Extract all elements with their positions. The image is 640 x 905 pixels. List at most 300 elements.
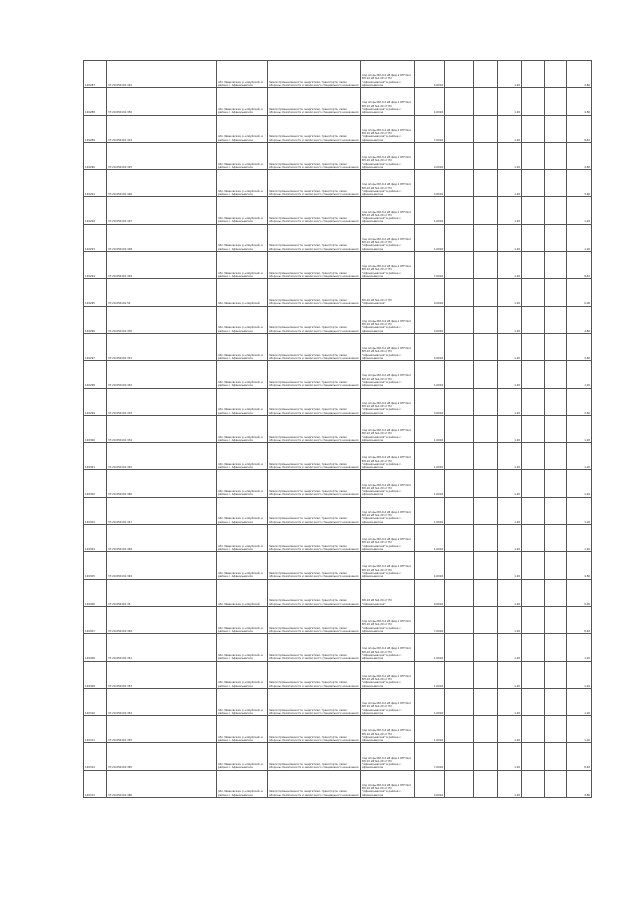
value: 8,40 bbox=[567, 252, 592, 279]
empty-cell bbox=[522, 688, 545, 715]
table-row bbox=[84, 170, 592, 197]
address: обл. Ивановская, р-н Шуйский, в районе с. Афанасьевское bbox=[217, 470, 268, 497]
table-row bbox=[84, 361, 592, 388]
value: 1,20 bbox=[567, 361, 592, 388]
row-id: 149293 bbox=[84, 224, 107, 251]
permitted-use: под опоры ВЛ-0,4 кВ фид.1 КТП №4 ВЛ-10 кВ №1-20 от ПС "Афанасьевская" в районе с. Афанасьевское bbox=[361, 443, 415, 470]
row-id: 149294 bbox=[84, 252, 107, 279]
value: 4,80 bbox=[567, 552, 592, 579]
address: обл. Ивановская, р-н Шуйский, в районе с. Афанасьевское bbox=[217, 634, 268, 661]
address: обл. Ивановская, р-н Шуйский, в районе с. Афанасьевское bbox=[217, 443, 268, 470]
empty-cell bbox=[522, 142, 545, 169]
cadastral-number: 37:20:050101:324 bbox=[107, 115, 217, 142]
empty-cell bbox=[545, 497, 567, 524]
empty-cell bbox=[474, 470, 498, 497]
permitted-use: ВЛ-10 кВ №1-20 от ПС "Афанасьевская" bbox=[361, 579, 415, 606]
empty-cell bbox=[545, 415, 567, 442]
row-id: 149298 bbox=[84, 361, 107, 388]
row-id: 149296 bbox=[84, 306, 107, 333]
empty-cell bbox=[474, 634, 498, 661]
address: обл. Ивановская, р-н Шуйский, в районе с. Афанасьевское bbox=[217, 333, 268, 360]
empty-cell bbox=[445, 688, 474, 715]
address: обл. Ивановская, р-н Шуйский, в районе с. Афанасьевское bbox=[217, 88, 268, 115]
address: обл. Ивановская, р-н Шуйский, в районе с. Афанасьевское bbox=[217, 115, 268, 142]
table-row bbox=[84, 579, 592, 606]
empty-cell bbox=[474, 361, 498, 388]
cadastral-number: 37:20:050101:325 bbox=[107, 142, 217, 169]
area: 3,0004 bbox=[415, 333, 445, 360]
row-id: 149292 bbox=[84, 197, 107, 224]
permitted-use: ВЛ-10 кВ №1-20 от ПС "Афанасьевская" bbox=[361, 279, 415, 306]
rate: 1,20 bbox=[498, 115, 522, 142]
empty-cell bbox=[474, 388, 498, 415]
empty-cell bbox=[522, 88, 545, 115]
empty-cell bbox=[545, 361, 567, 388]
table-row bbox=[84, 415, 592, 442]
address: обл. Ивановская, р-н Шуйский, в районе с. Афанасьевское bbox=[217, 525, 268, 552]
permitted-use: под опоры ВЛ-0,4 кВ фид.1 КТП №4 ВЛ-10 кВ №1-20 от ПС "Афанасьевская" в районе с. Афанасьевское bbox=[361, 716, 415, 743]
land-category: Земли промышленности, энергетики, транспорта, связи обороны, безопасности и земли иного специального назначения bbox=[268, 470, 361, 497]
table-row bbox=[84, 525, 592, 552]
land-category: Земли промышленности, энергетики, транспорта, связи обороны, безопасности и земли иного специального назначения bbox=[268, 142, 361, 169]
permitted-use: под опоры ВЛ-0,4 кВ фид.1 КТП №4 ВЛ-10 кВ №1-20 от ПС "Афанасьевская" в районе с. Афанасьевское bbox=[361, 61, 415, 88]
rate: 1,20 bbox=[498, 224, 522, 251]
rate: 1,20 bbox=[498, 142, 522, 169]
area: 4,0004 bbox=[415, 770, 445, 797]
empty-cell bbox=[545, 525, 567, 552]
row-id: 149306 bbox=[84, 579, 107, 606]
empty-cell bbox=[545, 142, 567, 169]
empty-cell bbox=[545, 170, 567, 197]
value: 1,20 bbox=[567, 224, 592, 251]
value: 8,40 bbox=[567, 743, 592, 770]
permitted-use: под опоры ВЛ-0,4 кВ фид.1 КТП №4 ВЛ-10 кВ №1-20 от ПС "Афанасьевская" в районе с. Афанасьевское bbox=[361, 606, 415, 633]
table-row bbox=[84, 552, 592, 579]
address: обл. Ивановская, р-н Шуйский, в районе с. Афанасьевское bbox=[217, 170, 268, 197]
area: 7,0004 bbox=[415, 606, 445, 633]
address: обл. Ивановская, р-н Шуйский bbox=[217, 279, 268, 306]
land-category: Земли промышленности, энергетики, транспорта, связи обороны, безопасности и земли иного специального назначения bbox=[268, 224, 361, 251]
empty-cell bbox=[522, 279, 545, 306]
value: 3,60 bbox=[567, 388, 592, 415]
permitted-use: под опоры ВЛ-0,4 кВ фид.1 КТП №4 ВЛ-10 кВ №1-20 от ПС "Афанасьевская" в районе с. Афанасьевское bbox=[361, 115, 415, 142]
cadastral-number: 37:20:050101:35 bbox=[107, 579, 217, 606]
table-row bbox=[84, 252, 592, 279]
rate: 1,20 bbox=[498, 497, 522, 524]
area: 4,0004 bbox=[415, 552, 445, 579]
permitted-use: под опоры ВЛ-0,4 кВ фид.1 КТП №4 ВЛ-10 кВ №1-20 от ПС "Афанасьевская" в районе с. Афанасьевское bbox=[361, 170, 415, 197]
table-row bbox=[84, 470, 592, 497]
empty-cell bbox=[522, 61, 545, 88]
row-id: 149297 bbox=[84, 333, 107, 360]
address: обл. Ивановская, р-н Шуйский, в районе с. Афанасьевское bbox=[217, 606, 268, 633]
permitted-use: под опоры ВЛ-0,4 кВ фид.1 КТП №4 ВЛ-10 кВ №1-20 от ПС "Афанасьевская" в районе с. Афанасьевское bbox=[361, 470, 415, 497]
empty-cell bbox=[522, 388, 545, 415]
empty-cell bbox=[522, 525, 545, 552]
permitted-use: под опоры ВЛ-0,4 кВ фид.1 КТП №4 ВЛ-10 кВ №1-20 от ПС "Афанасьевская" в районе с. Афанасьевское bbox=[361, 224, 415, 251]
empty-cell bbox=[522, 743, 545, 770]
rate: 1,20 bbox=[498, 470, 522, 497]
rate: 1,20 bbox=[498, 716, 522, 743]
empty-cell bbox=[474, 552, 498, 579]
land-category: Земли промышленности, энергетики, транспорта, связи обороны, безопасности и земли иного специального назначения bbox=[268, 634, 361, 661]
row-id: 149295 bbox=[84, 279, 107, 306]
permitted-use: под опоры ВЛ-0,4 кВ фид.1 КТП №4 ВЛ-10 кВ №1-20 от ПС "Афанасьевская" в районе с. Афанасьевское bbox=[361, 688, 415, 715]
empty-cell bbox=[474, 497, 498, 524]
address: обл. Ивановская, р-н Шуйский, в районе с. Афанасьевское bbox=[217, 142, 268, 169]
row-id: 149290 bbox=[84, 142, 107, 169]
land-category: Земли промышленности, энергетики, транспорта, связи обороны, безопасности и земли иного специального назначения bbox=[268, 497, 361, 524]
area: 1,0004 bbox=[415, 688, 445, 715]
value: 1,20 bbox=[567, 497, 592, 524]
cadastral-number: 37:20:050101:345 bbox=[107, 443, 217, 470]
empty-cell bbox=[445, 88, 474, 115]
row-id: 149309 bbox=[84, 661, 107, 688]
row-id: 149303 bbox=[84, 497, 107, 524]
empty-cell bbox=[522, 770, 545, 797]
row-id: 149300 bbox=[84, 415, 107, 442]
table-row bbox=[84, 61, 592, 88]
area: 1,0004 bbox=[415, 415, 445, 442]
area: 7,0004 bbox=[415, 743, 445, 770]
table-row bbox=[84, 606, 592, 633]
area: 4,0004 bbox=[415, 306, 445, 333]
empty-cell bbox=[474, 525, 498, 552]
area: 3,0004 bbox=[415, 388, 445, 415]
land-category: Земли промышленности, энергетики, транспорта, связи обороны, безопасности и земли иного специального назначения bbox=[268, 170, 361, 197]
permitted-use: под опоры ВЛ-0,4 кВ фид.1 КТП №4 ВЛ-10 кВ №1-20 от ПС "Афанасьевская" в районе с. Афанасьевское bbox=[361, 197, 415, 224]
empty-cell bbox=[474, 224, 498, 251]
value: 1,20 bbox=[567, 688, 592, 715]
empty-cell bbox=[474, 716, 498, 743]
address: обл. Ивановская, р-н Шуйский bbox=[217, 579, 268, 606]
land-category: Земли промышленности, энергетики, транспорта, связи обороны, безопасности и земли иного специального назначения bbox=[268, 252, 361, 279]
empty-cell bbox=[545, 579, 567, 606]
value: 1,20 bbox=[567, 661, 592, 688]
empty-cell bbox=[545, 770, 567, 797]
area: 1,0004 bbox=[415, 525, 445, 552]
table-row bbox=[84, 388, 592, 415]
rate: 1,20 bbox=[498, 770, 522, 797]
empty-cell bbox=[545, 197, 567, 224]
table-row bbox=[84, 716, 592, 743]
empty-cell bbox=[445, 252, 474, 279]
rate: 1,20 bbox=[498, 688, 522, 715]
cadastral-number: 37:20:050101:327 bbox=[107, 197, 217, 224]
address: обл. Ивановская, р-н Шуйский, в районе с. Афанасьевское bbox=[217, 361, 268, 388]
land-category: Земли промышленности, энергетики, транспорта, связи обороны, безопасности и земли иного специального назначения bbox=[268, 115, 361, 142]
cadastral-number: 37:20:050101:353 bbox=[107, 661, 217, 688]
area: 1,0004 bbox=[415, 224, 445, 251]
permitted-use: под опоры ВЛ-0,4 кВ фид.1 КТП №4 ВЛ-10 кВ №1-20 от ПС "Афанасьевская" в районе с. Афанасьевское bbox=[361, 525, 415, 552]
land-category: Земли промышленности, энергетики, транспорта, связи обороны, безопасности и земли иного специального назначения bbox=[268, 279, 361, 306]
empty-cell bbox=[474, 197, 498, 224]
rate: 1,20 bbox=[498, 361, 522, 388]
cadastral-number: 37:20:050101:351 bbox=[107, 634, 217, 661]
table-row bbox=[84, 688, 592, 715]
land-category: Земли промышленности, энергетики, транспорта, связи обороны, безопасности и земли иного специального назначения bbox=[268, 415, 361, 442]
empty-cell bbox=[522, 497, 545, 524]
rate: 1,20 bbox=[498, 552, 522, 579]
empty-cell bbox=[445, 770, 474, 797]
empty-cell bbox=[474, 142, 498, 169]
row-id: 149289 bbox=[84, 115, 107, 142]
area: 7,0004 bbox=[415, 252, 445, 279]
address: обл. Ивановская, р-н Шуйский, в районе с. Афанасьевское bbox=[217, 197, 268, 224]
row-id: 149305 bbox=[84, 552, 107, 579]
address: обл. Ивановская, р-н Шуйский, в районе с. Афанасьевское bbox=[217, 716, 268, 743]
value: 4,80 bbox=[567, 142, 592, 169]
empty-cell bbox=[445, 333, 474, 360]
area: 1,0004 bbox=[415, 443, 445, 470]
value: 0,00 bbox=[567, 579, 592, 606]
address: обл. Ивановская, р-н Шуйский, в районе с. Афанасьевское bbox=[217, 415, 268, 442]
empty-cell bbox=[445, 306, 474, 333]
rate: 1,20 bbox=[498, 197, 522, 224]
value: 1,20 bbox=[567, 470, 592, 497]
row-id: 149301 bbox=[84, 443, 107, 470]
cadastral-number: 37:20:050101:54 bbox=[107, 279, 217, 306]
address: обл. Ивановская, р-н Шуйский, в районе с. Афанасьевское bbox=[217, 743, 268, 770]
table-row bbox=[84, 333, 592, 360]
permitted-use: под опоры ВЛ-0,4 кВ фид.1 КТП №4 ВЛ-10 кВ №1-20 от ПС "Афанасьевская" в районе с. Афанасьевское bbox=[361, 333, 415, 360]
permitted-use: под опоры ВЛ-0,4 кВ фид.1 КТП №4 ВЛ-10 кВ №1-20 от ПС "Афанасьевская" в районе с. Афанасьевское bbox=[361, 142, 415, 169]
land-plots-table bbox=[83, 60, 592, 798]
empty-cell bbox=[474, 61, 498, 88]
empty-cell bbox=[545, 716, 567, 743]
rate: 1,20 bbox=[498, 415, 522, 442]
table-row bbox=[84, 743, 592, 770]
empty-cell bbox=[445, 634, 474, 661]
rate: 1,20 bbox=[498, 661, 522, 688]
empty-cell bbox=[474, 306, 498, 333]
empty-cell bbox=[545, 61, 567, 88]
rate: 1,20 bbox=[498, 606, 522, 633]
empty-cell bbox=[474, 279, 498, 306]
value: 1,20 bbox=[567, 634, 592, 661]
value: 3,60 bbox=[567, 170, 592, 197]
empty-cell bbox=[474, 252, 498, 279]
permitted-use: под опоры ВЛ-0,4 кВ фид.1 КТП №4 ВЛ-10 кВ №1-20 от ПС "Афанасьевская" в районе с. Афанасьевское bbox=[361, 743, 415, 770]
empty-cell bbox=[522, 252, 545, 279]
rate: 1,20 bbox=[498, 333, 522, 360]
area: 1,0004 bbox=[415, 361, 445, 388]
table-row bbox=[84, 115, 592, 142]
empty-cell bbox=[545, 333, 567, 360]
cadastral-number: 37:20:050101:329 bbox=[107, 252, 217, 279]
cadastral-number: 37:20:050101:328 bbox=[107, 224, 217, 251]
cadastral-number: 37:20:050101:366 bbox=[107, 770, 217, 797]
cadastral-number: 37:20:050101:346 bbox=[107, 470, 217, 497]
cadastral-number: 37:20:050101:354 bbox=[107, 688, 217, 715]
empty-cell bbox=[522, 579, 545, 606]
empty-cell bbox=[445, 279, 474, 306]
cadastral-number: 37:20:050101:330 bbox=[107, 306, 217, 333]
empty-cell bbox=[522, 716, 545, 743]
area: 7,0004 bbox=[415, 115, 445, 142]
empty-cell bbox=[545, 552, 567, 579]
permitted-use: под опоры ВЛ-0,4 кВ фид.1 КТП №4 ВЛ-10 кВ №1-20 от ПС "Афанасьевская" в районе с. Афанасьевское bbox=[361, 88, 415, 115]
value: 1,20 bbox=[567, 197, 592, 224]
empty-cell bbox=[522, 170, 545, 197]
rate: 1,20 bbox=[498, 279, 522, 306]
row-id: 149302 bbox=[84, 470, 107, 497]
land-category: Земли промышленности, энергетики, транспорта, связи обороны, безопасности и земли иного специального назначения bbox=[268, 443, 361, 470]
row-id: 149307 bbox=[84, 606, 107, 633]
empty-cell bbox=[474, 688, 498, 715]
land-category: Земли промышленности, энергетики, транспорта, связи обороны, безопасности и земли иного специального назначения bbox=[268, 306, 361, 333]
value: 0,00 bbox=[567, 279, 592, 306]
area: 4,0004 bbox=[415, 88, 445, 115]
address: обл. Ивановская, р-н Шуйский, в районе с. Афанасьевское bbox=[217, 388, 268, 415]
empty-cell bbox=[522, 552, 545, 579]
land-category: Земли промышленности, энергетики, транспорта, связи обороны, безопасности и земли иного специального назначения bbox=[268, 388, 361, 415]
empty-cell bbox=[474, 170, 498, 197]
empty-cell bbox=[445, 579, 474, 606]
land-category: Земли промышленности, энергетики, транспорта, связи обороны, безопасности и земли иного специального назначения bbox=[268, 579, 361, 606]
permitted-use: под опоры ВЛ-0,4 кВ фид.1 КТП №4 ВЛ-10 кВ №1-20 от ПС "Афанасьевская" в районе с. Афанасьевское bbox=[361, 770, 415, 797]
cadastral-number: 37:20:050101:334 bbox=[107, 415, 217, 442]
cadastral-number: 37:20:050101:331 bbox=[107, 333, 217, 360]
empty-cell bbox=[545, 606, 567, 633]
rate: 1,20 bbox=[498, 170, 522, 197]
empty-cell bbox=[545, 443, 567, 470]
empty-cell bbox=[445, 197, 474, 224]
value: 1,20 bbox=[567, 443, 592, 470]
land-category: Земли промышленности, энергетики, транспорта, связи обороны, безопасности и земли иного специального назначения bbox=[268, 333, 361, 360]
empty-cell bbox=[545, 470, 567, 497]
cadastral-number: 37:20:050101:322 bbox=[107, 61, 217, 88]
empty-cell bbox=[445, 606, 474, 633]
empty-cell bbox=[445, 743, 474, 770]
empty-cell bbox=[522, 443, 545, 470]
area: 4,0004 bbox=[415, 61, 445, 88]
empty-cell bbox=[522, 224, 545, 251]
area: 1,0004 bbox=[415, 470, 445, 497]
cadastral-number: 37:20:050101:333 bbox=[107, 388, 217, 415]
rate: 1,20 bbox=[498, 306, 522, 333]
empty-cell bbox=[522, 333, 545, 360]
permitted-use: под опоры ВЛ-0,4 кВ фид.1 КТП №4 ВЛ-10 кВ №1-20 от ПС "Афанасьевская" в районе с. Афанасьевское bbox=[361, 661, 415, 688]
table-row bbox=[84, 306, 592, 333]
cadastral-number: 37:20:050101:355 bbox=[107, 716, 217, 743]
table-row bbox=[84, 197, 592, 224]
rate: 1,20 bbox=[498, 525, 522, 552]
empty-cell bbox=[474, 770, 498, 797]
empty-cell bbox=[545, 279, 567, 306]
permitted-use: под опоры ВЛ-0,4 кВ фид.1 КТП №4 ВЛ-10 кВ №1-20 от ПС "Афанасьевская" в районе с. Афанасьевское bbox=[361, 252, 415, 279]
empty-cell bbox=[522, 306, 545, 333]
table-row bbox=[84, 88, 592, 115]
rate: 1,20 bbox=[498, 388, 522, 415]
value: 4,80 bbox=[567, 61, 592, 88]
area: 4,0004 bbox=[415, 142, 445, 169]
empty-cell bbox=[474, 443, 498, 470]
empty-cell bbox=[522, 661, 545, 688]
address: обл. Ивановская, р-н Шуйский, в районе с. Афанасьевское bbox=[217, 770, 268, 797]
land-category: Земли промышленности, энергетики, транспорта, связи обороны, безопасности и земли иного специального назначения bbox=[268, 88, 361, 115]
land-category: Земли промышленности, энергетики, транспорта, связи обороны, безопасности и земли иного специального назначения bbox=[268, 361, 361, 388]
table-row bbox=[84, 279, 592, 306]
empty-cell bbox=[522, 634, 545, 661]
empty-cell bbox=[474, 115, 498, 142]
empty-cell bbox=[545, 88, 567, 115]
empty-cell bbox=[545, 224, 567, 251]
value: 4,80 bbox=[567, 770, 592, 797]
row-id: 149299 bbox=[84, 388, 107, 415]
area: 1,0004 bbox=[415, 497, 445, 524]
empty-cell bbox=[474, 606, 498, 633]
value: 1,20 bbox=[567, 716, 592, 743]
rate: 1,20 bbox=[498, 443, 522, 470]
land-category: Земли промышленности, энергетики, транспорта, связи обороны, безопасности и земли иного специального назначения bbox=[268, 716, 361, 743]
empty-cell bbox=[445, 470, 474, 497]
table-row bbox=[84, 443, 592, 470]
empty-cell bbox=[445, 170, 474, 197]
empty-cell bbox=[545, 743, 567, 770]
land-category: Земли промышленности, энергетики, транспорта, связи обороны, безопасности и земли иного специального назначения bbox=[268, 770, 361, 797]
row-id: 149310 bbox=[84, 688, 107, 715]
land-category: Земли промышленности, энергетики, транспорта, связи обороны, безопасности и земли иного специального назначения bbox=[268, 688, 361, 715]
row-id: 149308 bbox=[84, 634, 107, 661]
address: обл. Ивановская, р-н Шуйский, в районе с. Афанасьевское bbox=[217, 497, 268, 524]
table-row bbox=[84, 497, 592, 524]
cadastral-number: 37:20:050101:365 bbox=[107, 743, 217, 770]
area: 0,0004 bbox=[415, 579, 445, 606]
value: 1,20 bbox=[567, 415, 592, 442]
empty-cell bbox=[522, 115, 545, 142]
empty-cell bbox=[445, 552, 474, 579]
area: 1,0004 bbox=[415, 634, 445, 661]
address: обл. Ивановская, р-н Шуйский, в районе с. Афанасьевское bbox=[217, 688, 268, 715]
area: 1,0004 bbox=[415, 716, 445, 743]
permitted-use: под опоры ВЛ-0,4 кВ фид.1 КТП №4 ВЛ-10 кВ №1-20 от ПС "Афанасьевская" в районе с. Афанасьевское bbox=[361, 552, 415, 579]
empty-cell bbox=[445, 661, 474, 688]
address: обл. Ивановская, р-н Шуйский, в районе с. Афанасьевское bbox=[217, 224, 268, 251]
land-category: Земли промышленности, энергетики, транспорта, связи обороны, безопасности и земли иного специального назначения bbox=[268, 661, 361, 688]
empty-cell bbox=[445, 142, 474, 169]
empty-cell bbox=[545, 115, 567, 142]
row-id: 149311 bbox=[84, 716, 107, 743]
value: 3,60 bbox=[567, 333, 592, 360]
row-id: 149291 bbox=[84, 170, 107, 197]
area: 1,0004 bbox=[415, 197, 445, 224]
empty-cell bbox=[522, 606, 545, 633]
table-row bbox=[84, 770, 592, 797]
empty-cell bbox=[474, 88, 498, 115]
area: 3,0004 bbox=[415, 170, 445, 197]
permitted-use: под опоры ВЛ-0,4 кВ фид.1 КТП №4 ВЛ-10 кВ №1-20 от ПС "Афанасьевская" в районе с. Афанасьевское bbox=[361, 415, 415, 442]
permitted-use: под опоры ВЛ-0,4 кВ фид.1 КТП №4 ВЛ-10 кВ №1-20 от ПС "Афанасьевская" в районе с. Афанасьевское bbox=[361, 361, 415, 388]
land-category: Земли промышленности, энергетики, транспорта, связи обороны, безопасности и земли иного специального назначения bbox=[268, 552, 361, 579]
value: 8,40 bbox=[567, 606, 592, 633]
address: обл. Ивановская, р-н Шуйский, в районе с. Афанасьевское bbox=[217, 252, 268, 279]
empty-cell bbox=[445, 415, 474, 442]
land-category: Земли промышленности, энергетики, транспорта, связи обороны, безопасности и земли иного специального назначения bbox=[268, 525, 361, 552]
empty-cell bbox=[445, 497, 474, 524]
row-id: 149312 bbox=[84, 743, 107, 770]
empty-cell bbox=[474, 661, 498, 688]
empty-cell bbox=[474, 333, 498, 360]
empty-cell bbox=[474, 743, 498, 770]
value: 8,40 bbox=[567, 115, 592, 142]
cadastral-number: 37:20:050101:326 bbox=[107, 170, 217, 197]
table-row bbox=[84, 661, 592, 688]
area: 0,0004 bbox=[415, 279, 445, 306]
permitted-use: под опоры ВЛ-0,4 кВ фид.1 КТП №4 ВЛ-10 кВ №1-20 от ПС "Афанасьевская" в районе с. Афанасьевское bbox=[361, 497, 415, 524]
table-row bbox=[84, 224, 592, 251]
empty-cell bbox=[445, 361, 474, 388]
